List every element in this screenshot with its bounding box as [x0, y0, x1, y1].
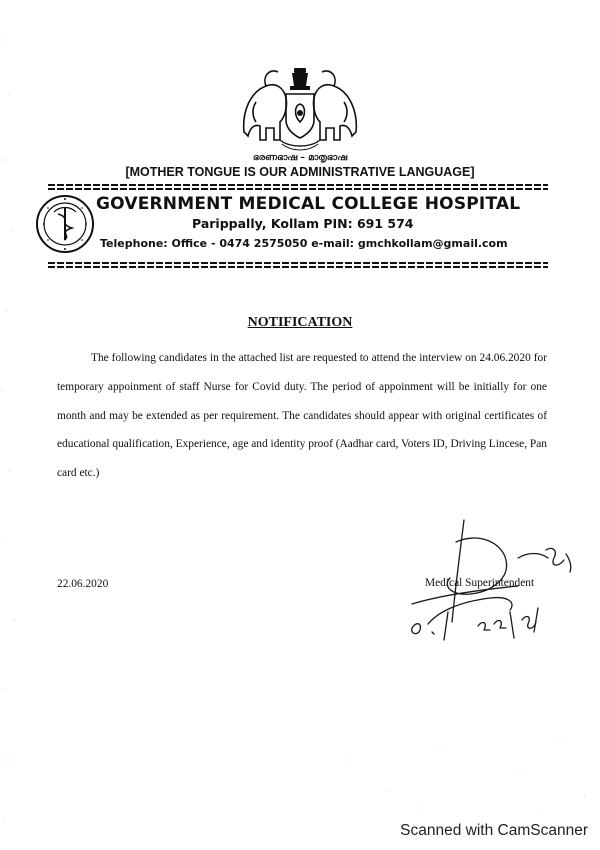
- notification-body: The following candidates in the attached list are requested to attend the interview on 24.06.2020 for temporary appoinment of staff Nurse for Covid duty. The period of appoinment will be initially for one month and may be extended as per requirement. The candidates should appear with original certificates of educational qualification, Experience, age and identity proof (Aadhar card, Voters ID, Driving Lincese, Pan card etc.): [57, 352, 547, 480]
- scan-noise-bottom: [330, 720, 600, 820]
- notification-date: 22.06.2020: [57, 578, 109, 590]
- malayalam-administrative-language-line: ഭരണഭാഷ – മാതൃഭാഷ: [252, 153, 348, 163]
- hospital-seal-icon: [34, 194, 96, 254]
- hospital-contact: Telephone: Office - 0474 2575050 e-mail: gmchkollam@gmail.com: [100, 237, 508, 250]
- state-emblem-icon: [236, 62, 364, 154]
- handwritten-signature-icon: [398, 512, 578, 647]
- notification-title: NOTIFICATION: [247, 315, 353, 330]
- hospital-address: Parippally, Kollam PIN: 691 574: [192, 216, 414, 231]
- scan-noise-left: [0, 0, 22, 850]
- scanner-watermark: Scanned with CamScanner: [400, 822, 588, 839]
- signatory-designation: Medical Superintendent: [425, 577, 535, 589]
- double-dashed-divider-top: [48, 183, 548, 191]
- double-dashed-divider-bottom: [48, 261, 548, 269]
- mother-tongue-line: [MOTHER TONGUE IS OUR ADMINISTRATIVE LANGUAGE]: [125, 165, 475, 179]
- hospital-name: GOVERNMENT MEDICAL COLLEGE HOSPITAL: [96, 194, 521, 214]
